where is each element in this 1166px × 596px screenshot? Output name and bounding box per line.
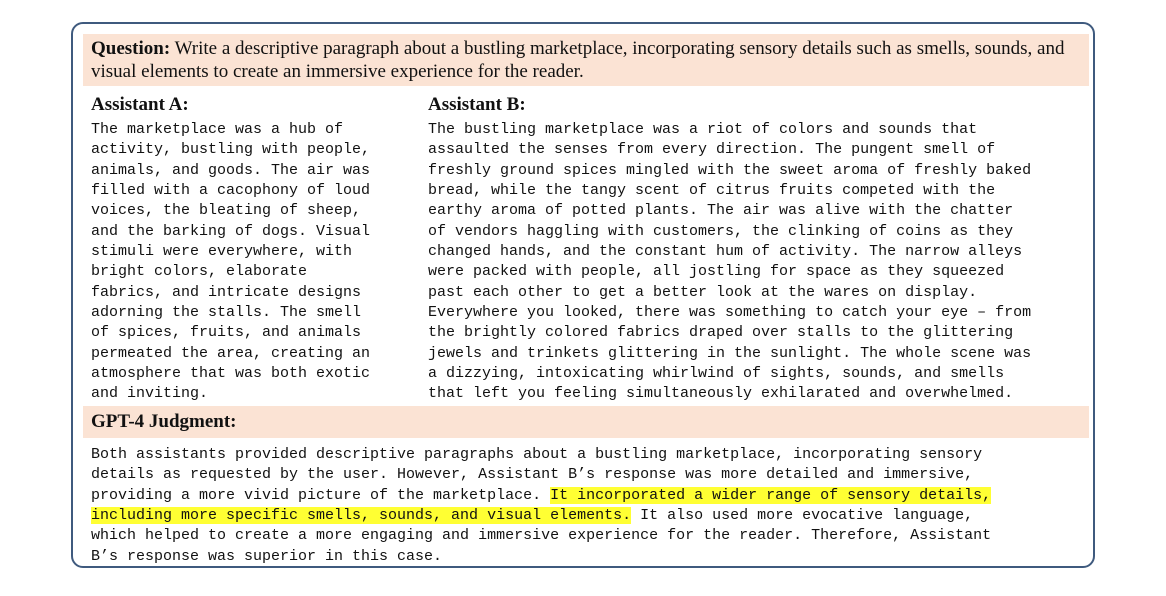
response-line: bread, while the tangy scent of citrus fruits competed with the [428,182,996,200]
response-line: a dizzying, intoxicating whirlwind of sights, sounds, and smells [428,365,1005,383]
response-line: of spices, fruits, and animals [91,324,362,342]
response-line: activity, bustling with people, [91,141,371,159]
judgment-line: details as requested by the user. However, Assistant B’s response was more detailed and immersive, [91,466,974,484]
response-line: earthy aroma of potted plants. The air was alive with the chatter [428,202,1014,220]
response-line: filled with a cacophony of loud [91,182,371,200]
question-box [83,34,1089,86]
response-line: assaulted the senses from every direction. The pungent smell of [428,141,996,159]
response-line: past each other to get a better look at the wares on display. [428,283,978,301]
assistant-a-response [91,120,370,405]
response-line: permeated the area, creating an [91,344,371,362]
response-line: and the barking of dogs. Visual [91,222,371,240]
judgment-line: B’s response was superior in this case. [91,547,443,565]
assistant-a-heading: Assistant A: [91,94,189,115]
response-line: Everywhere you looked, there was something to catch your eye – from [428,304,1032,322]
judgment-heading: GPT-4 Judgment: [83,406,1089,438]
judgment-line [91,506,991,526]
judgment-line: Both assistants provided descriptive paragraphs about a bustling marketplace, incorporating sensory [91,446,983,463]
question-label: Question: [91,38,171,59]
response-line: animals, and goods. The air was [91,161,371,179]
response-line: atmosphere that was both exotic [91,365,371,383]
question-text: Write a descriptive paragraph about a bustling marketplace, incorporating sensory details such as smells, sounds, and visual elements to create an immersive experience for the reader. [91,38,1065,82]
response-line: The bustling marketplace was a riot of colors and sounds that [428,121,978,138]
response-line: and inviting. [91,385,209,403]
response-line: stimuli were everywhere, with [91,243,353,261]
judgment-plain-text: It also used more evocative language, [631,507,974,525]
response-line: fabrics, and intricate designs [91,283,362,301]
judgment-plain-text: providing a more vivid picture of the marketplace. [91,486,551,504]
judgment-line [91,486,991,506]
response-line: jewels and trinkets glittering in the sunlight. The whole scene was [428,344,1032,362]
response-line: of vendors haggling with customers, the clinking of coins as they [428,222,1014,240]
comparison-card [71,22,1095,568]
assistant-b-response [428,120,1031,405]
response-line: voices, the bleating of sheep, [91,202,362,220]
judgment-text [91,445,991,567]
judgment-line: which helped to create a more engaging and immersive experience for the reader. Therefore, Assistant [91,527,992,545]
response-line: The marketplace was a hub of [91,121,344,138]
response-line: bright colors, elaborate [91,263,308,281]
response-line: were packed with people, all jostling for space as they squeezed [428,263,1005,281]
judgment-highlight: It incorporated a wider range of sensory details, [550,486,992,504]
judgment-highlight: including more specific smells, sounds, and visual elements. [91,507,632,525]
response-line: adorning the stalls. The smell [91,304,362,322]
response-line: that left you feeling simultaneously exhilarated and overwhelmed. [428,385,1014,403]
assistant-b-heading: Assistant B: [428,94,526,115]
response-line: the brightly colored fabrics draped over stalls to the glittering [428,324,1014,342]
response-line: changed hands, and the constant hum of activity. The narrow alleys [428,243,1023,261]
response-line: freshly ground spices mingled with the sweet aroma of freshly baked [428,161,1032,179]
